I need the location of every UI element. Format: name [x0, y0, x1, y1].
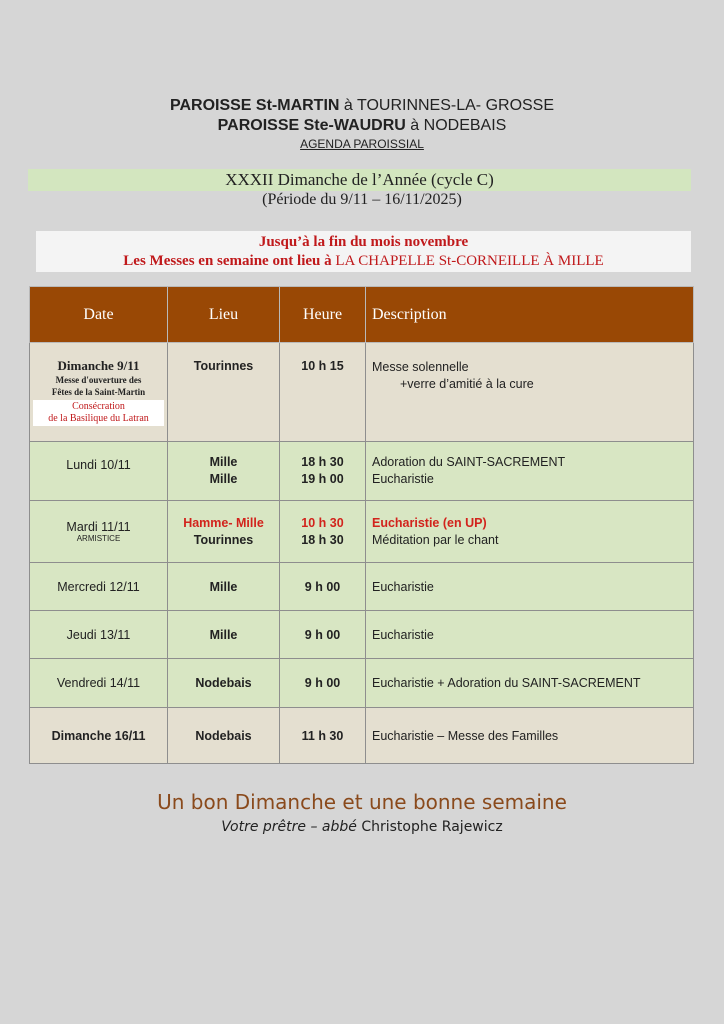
description-cell	[366, 501, 694, 563]
time-line: 18 h 30	[301, 532, 344, 547]
notice-line-2-place: LA CHAPELLE St-CORNEILLE À MILLE	[335, 253, 604, 269]
description-cell: Eucharistie + Adoration du SAINT-SACREMENT	[366, 659, 694, 708]
date-cell: Dimanche 16/11	[30, 708, 168, 764]
description-line: Eucharistie	[372, 472, 434, 486]
time-cell	[280, 501, 366, 563]
time-line: 18 h 30	[301, 455, 344, 469]
parish-name-2: PAROISSE Ste-WAUDRU	[217, 117, 406, 134]
column-header-lieu: Lieu	[168, 287, 280, 343]
description-cell	[366, 343, 694, 442]
date-cell: Jeudi 13/11	[30, 611, 168, 659]
date-cell	[30, 343, 168, 442]
table-row	[30, 659, 694, 708]
location-cell: Tourinnes	[168, 343, 280, 442]
time-cell: 10 h 15	[280, 343, 366, 442]
date-cell: Mercredi 12/11	[30, 563, 168, 611]
agenda-table	[29, 286, 694, 764]
description-line: Eucharistie (en UP)	[372, 515, 487, 530]
parish-title-2	[0, 117, 724, 135]
signature	[0, 819, 724, 835]
notice-line-2	[36, 252, 691, 271]
parish-title-1	[0, 97, 724, 115]
time-cell: 9 h 00	[280, 611, 366, 659]
description-line: Adoration du SAINT-SACREMENT	[372, 455, 566, 469]
consecration-line-2: de la Basilique du Latran	[48, 413, 149, 424]
table-row	[30, 501, 694, 563]
week-title: XXXII Dimanche de l’Année (cycle C)	[28, 169, 691, 191]
table-row	[30, 611, 694, 659]
table-row	[30, 708, 694, 764]
closing-greeting: Un bon Dimanche et une bonne semaine	[157, 790, 567, 814]
time-cell: 11 h 30	[280, 708, 366, 764]
location-cell: Mille	[168, 611, 280, 659]
column-header-description: Description	[366, 287, 694, 343]
column-header-date: Date	[30, 287, 168, 343]
table-row	[30, 442, 694, 501]
notice-line-1: Jusqu’à la fin du mois novembre	[258, 234, 469, 250]
description-line: +verre d’amitié à la cure	[400, 377, 534, 391]
date-label: Mardi 11/11	[66, 520, 131, 534]
agenda-subtitle: AGENDA PAROISSIAL	[300, 137, 424, 151]
signature-name: Christophe Rajewicz	[361, 819, 503, 835]
location-cell	[168, 501, 280, 563]
location-line: Mille	[209, 455, 238, 469]
location-cell: Nodebais	[168, 659, 280, 708]
description-line: Méditation par le chant	[372, 532, 499, 547]
date-cell: Lundi 10/11	[30, 442, 168, 501]
week-period: (Période du 9/11 – 16/11/2025)	[262, 191, 462, 208]
notice-line-2-bold: Les Messes en semaine ont lieu à	[123, 253, 336, 269]
notice-box	[36, 231, 691, 272]
location-line: Mille	[209, 472, 238, 486]
table-header-row	[30, 287, 694, 343]
parish-place-1: à TOURINNES-LA- GROSSE	[339, 97, 555, 114]
time-line: 19 h 00	[301, 472, 344, 486]
description-cell: Eucharistie	[366, 611, 694, 659]
table-row	[30, 563, 694, 611]
description-cell	[366, 442, 694, 501]
column-header-heure: Heure	[280, 287, 366, 343]
consecration-note	[33, 400, 164, 426]
signature-prefix: Votre prêtre – abbé	[221, 819, 362, 835]
date-note: ARMISTICE	[76, 534, 121, 543]
table-row	[30, 343, 694, 442]
date-cell	[30, 501, 168, 563]
time-cell: 9 h 00	[280, 563, 366, 611]
consecration-line-1: Consécration	[72, 401, 125, 412]
parish-name-1: PAROISSE St-MARTIN	[169, 97, 340, 114]
time-line: 10 h 30	[301, 515, 344, 530]
date-cell: Vendredi 14/11	[30, 659, 168, 708]
date-label: Dimanche 9/11	[57, 358, 140, 373]
description-cell: Eucharistie	[366, 563, 694, 611]
description-line: Messe solennelle	[372, 360, 469, 374]
time-cell: 9 h 00	[280, 659, 366, 708]
location-line: Hamme- Mille	[183, 515, 264, 530]
parish-place-2: à NODEBAIS	[405, 117, 507, 134]
location-cell: Nodebais	[168, 708, 280, 764]
date-note: Fêtes de la Saint-Martin	[51, 387, 146, 397]
description-cell: Eucharistie – Messe des Familles	[366, 708, 694, 764]
location-cell	[168, 442, 280, 501]
location-cell: Mille	[168, 563, 280, 611]
time-cell	[280, 442, 366, 501]
location-line: Tourinnes	[193, 532, 254, 547]
date-note: Messe d'ouverture des	[55, 375, 142, 385]
